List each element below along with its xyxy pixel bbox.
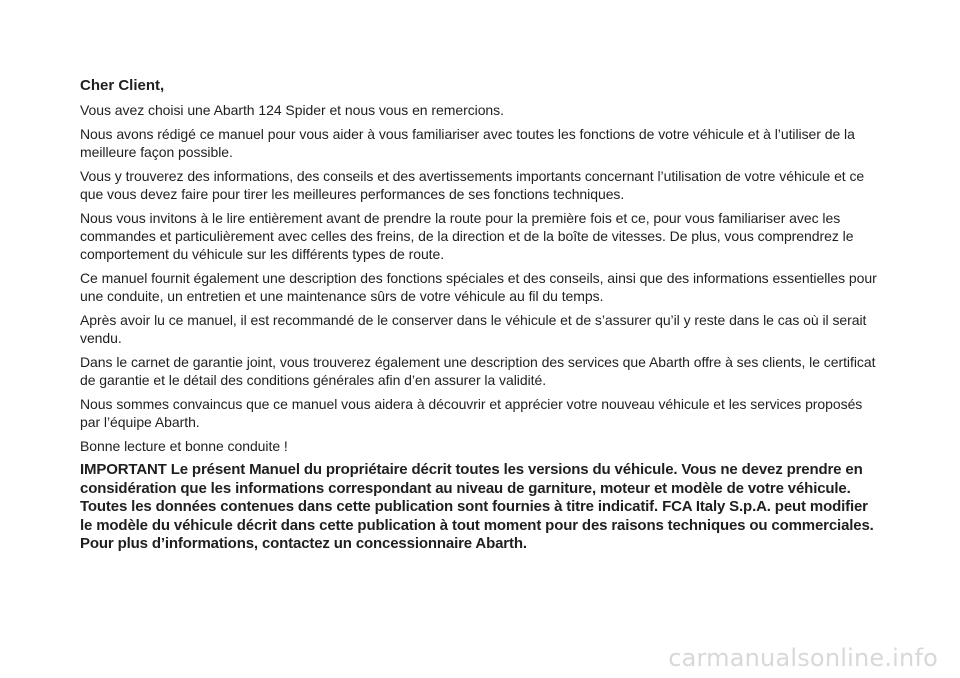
paragraph-purpose: Nous avons rédigé ce manuel pour vous aider à vous familiariser avec toutes les fonctions de votre véhicule et à l’utiliser de la meilleure façon possible. xyxy=(80,126,855,160)
greeting: Cher Client, xyxy=(80,77,165,94)
paragraph-closing: Bonne lecture et bonne conduite ! xyxy=(80,438,288,454)
watermark: carmanualsonline.info xyxy=(668,644,938,672)
paragraph-thanks: Vous avez choisi une Abarth 124 Spider et nous vous en remercions. xyxy=(80,102,504,118)
paragraph-description: Ce manuel fournit également une description des fonctions spéciales et des conseils, ainsi que des informations essentielles pour une conduite, un entretien et une maintenance sûrs de votre véhicule au fil du temps. xyxy=(80,270,877,304)
paragraph-read-before-driving: Nous vous invitons à le lire entièrement avant de prendre la route pour la première fois et ce, pour vous familiariser avec les commandes et particulièrement avec celles des freins, de la direction et de la boîte de vitesses. De plus, vous comprendrez le comportement du véhicule sur les différents types de route. xyxy=(80,210,854,262)
manual-page xyxy=(80,76,880,554)
important-notice: IMPORTANT Le présent Manuel du propriétaire décrit toutes les versions du véhicule. Vous ne devez prendre en considération que les informations correspondant au niveau de garniture, moteur et modèle de votre véhicule. Toutes les données contenues dans cette publication sont fournies à titre indicatif. FCA Italy S.p.A. peut modifier le modèle du véhicule décrit dans cette publication à tout moment pour des raisons techniques ou commerciales. Pour plus d’informations, contactez un concessionnaire Abarth. xyxy=(80,461,874,552)
paragraph-information: Vous y trouverez des informations, des conseils et des avertissements importants concernant l’utilisation de votre véhicule et ce que vous devez faire pour tirer les meilleures performances de ses fonctions techniques. xyxy=(80,168,865,202)
paragraph-conviction: Nous sommes convaincus que ce manuel vous aidera à découvrir et apprécier votre nouveau véhicule et les services proposés par l’équipe Abarth. xyxy=(80,396,863,430)
paragraph-warranty: Dans le carnet de garantie joint, vous trouverez également une description des services que Abarth offre à ses clients, le certificat de garantie et le détail des conditions générales afin d’en assurer la validité. xyxy=(80,354,876,388)
paragraph-keep-manual: Après avoir lu ce manuel, il est recommandé de le conserver dans le véhicule et de s’assurer qu’il y reste dans le cas où il serait vendu. xyxy=(80,312,867,346)
